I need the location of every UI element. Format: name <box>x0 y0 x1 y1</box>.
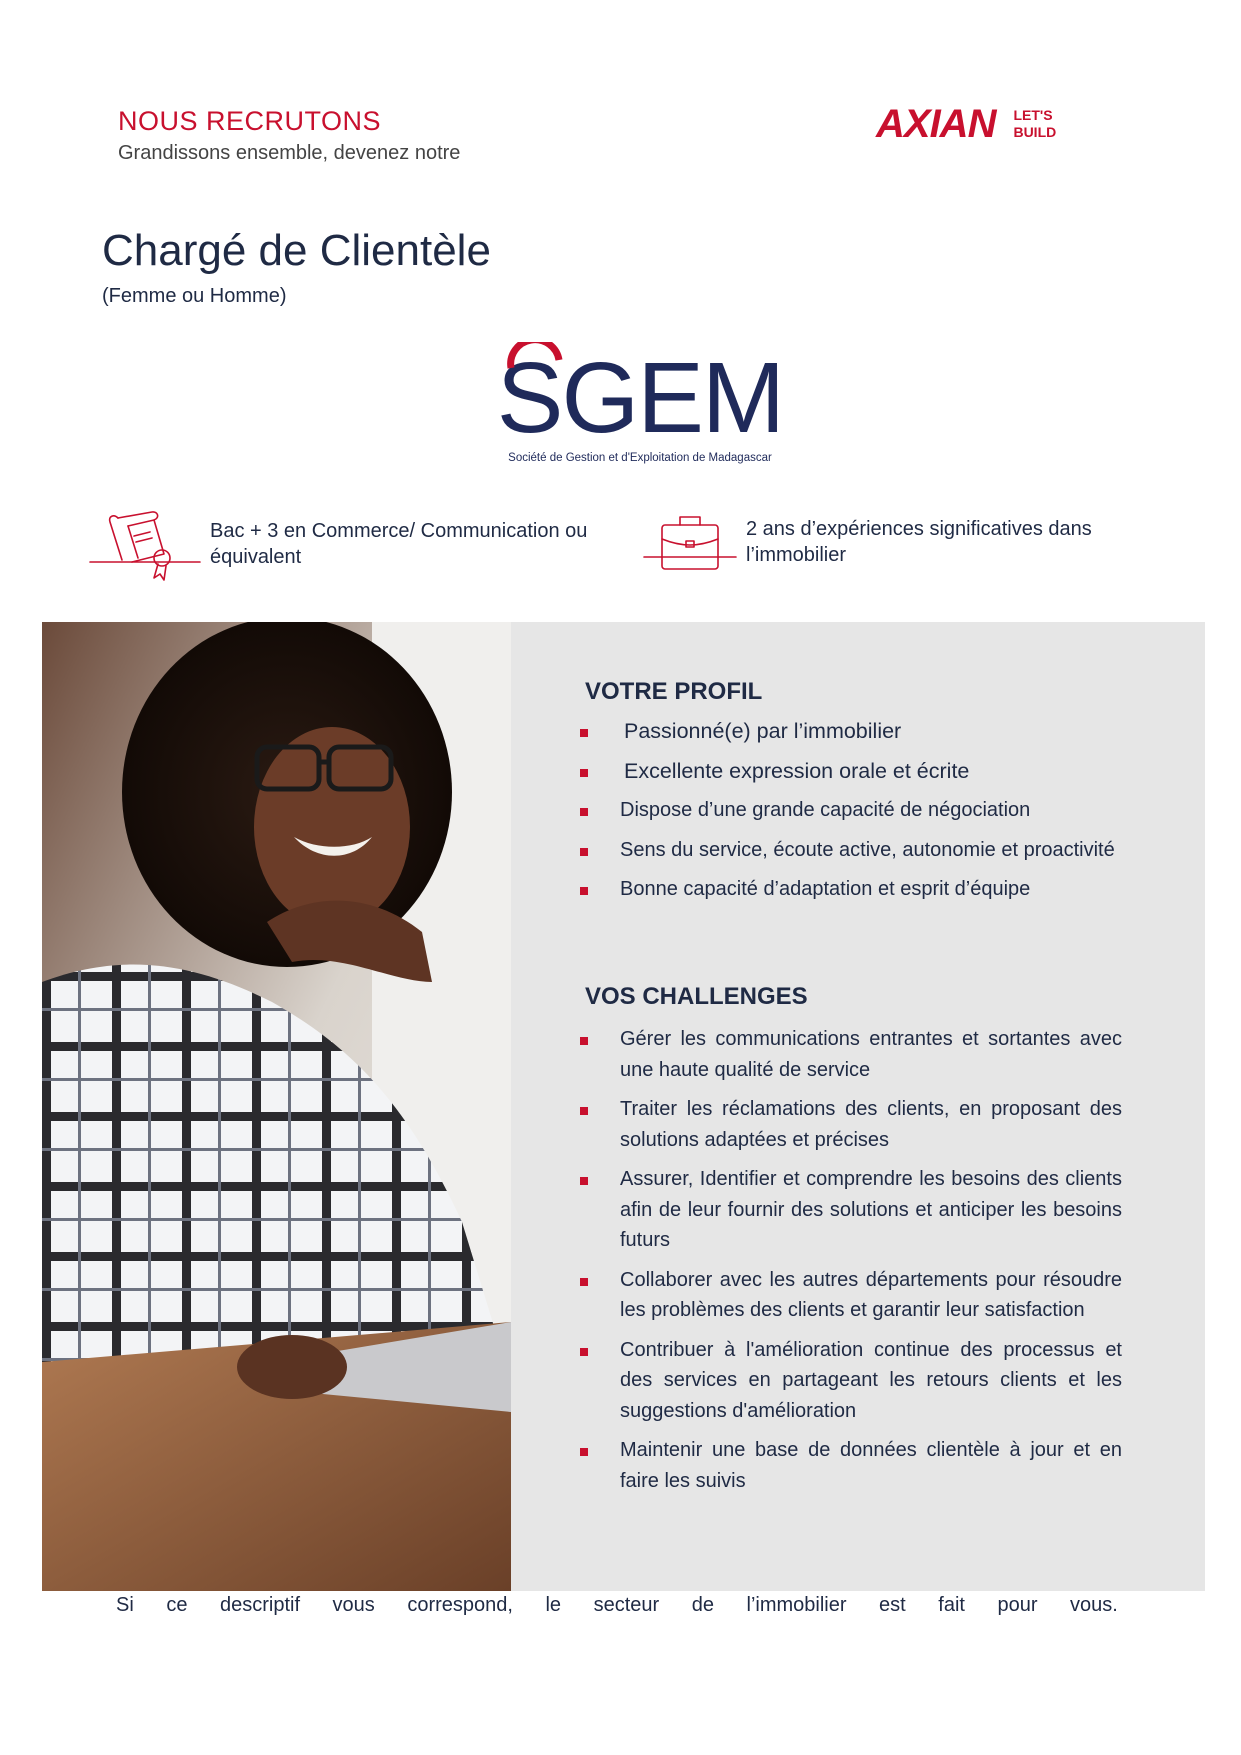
profil-item: Excellente expression orale et écrite <box>580 756 1122 787</box>
closing-word: correspond, <box>407 1594 513 1616</box>
profil-list <box>580 716 1122 914</box>
closing-word: ce <box>166 1594 188 1616</box>
closing-word: secteur <box>593 1594 660 1616</box>
challenge-item: Contribuer à l'amélioration continue des processus et des services en partageant les retours clients et les suggestions d'amélioration <box>580 1335 1122 1427</box>
challenges-list <box>580 1024 1122 1505</box>
closing-word: de <box>691 1594 714 1616</box>
closing-word: le <box>545 1594 562 1616</box>
axian-tagline <box>1013 107 1056 141</box>
closing-word: l’immobilier <box>746 1594 847 1616</box>
job-title: Chargé de Clientèle <box>102 226 491 275</box>
challenge-item: Gérer les communications entrantes et sortantes avec une haute qualité de service <box>580 1024 1122 1085</box>
briefcase-icon <box>642 513 738 575</box>
profil-item: Dispose d’une grande capacité de négociation <box>580 795 1122 826</box>
sgem-logo <box>480 342 800 464</box>
sgem-wordmark: SGEM <box>496 342 784 454</box>
profil-item: Passionné(e) par l’immobilier <box>580 716 1122 747</box>
closing-word: vous. <box>1070 1594 1118 1616</box>
recruit-subheading: Grandissons ensemble, devenez notre <box>118 142 461 164</box>
axian-tagline-line-2: BUILD <box>1013 124 1057 140</box>
diploma-icon <box>88 508 204 584</box>
closing-word: pour <box>997 1594 1038 1616</box>
requirement-experience: 2 ans d’expériences significatives dans l’immobilier <box>746 518 1092 566</box>
challenge-item: Traiter les réclamations des clients, en proposant des solutions adaptées et précises <box>580 1094 1122 1155</box>
challenge-item: Maintenir une base de données clientèle à jour et en faire les suivis <box>580 1435 1122 1496</box>
closing-word: descriptif <box>219 1594 301 1616</box>
closing-word: fait <box>938 1594 965 1616</box>
sgem-full-name: Société de Gestion et d'Exploitation de Madagascar <box>508 452 772 464</box>
axian-tagline-line-1: LET'S <box>1013 107 1053 123</box>
job-gender-note: (Femme ou Homme) <box>102 285 287 307</box>
axian-logo <box>876 104 1056 144</box>
challenges-section-title: VOS CHALLENGES <box>585 983 808 1010</box>
woman-at-laptop-image <box>42 622 511 1591</box>
profil-item: Sens du service, écoute active, autonomie et proactivité <box>580 835 1122 866</box>
closing-sentence <box>116 1594 1118 1617</box>
profil-section-title: VOTRE PROFIL <box>585 678 763 705</box>
closing-word: Si <box>116 1594 134 1616</box>
axian-wordmark: AXIAN <box>876 102 996 146</box>
challenge-item: Assurer, Identifier et comprendre les besoins des clients afin de leur fournir des solutions et anticiper les besoins futurs <box>580 1164 1122 1256</box>
requirement-education: Bac + 3 en Commerce/ Communication ou équivalent <box>210 520 588 568</box>
closing-word: est <box>879 1594 906 1616</box>
profil-item: Bonne capacité d’adaptation et esprit d’équipe <box>580 874 1122 905</box>
challenge-item: Collaborer avec les autres départements pour résoudre les problèmes des clients et garantir leur satisfaction <box>580 1265 1122 1326</box>
sgem-arc-icon <box>505 342 565 372</box>
candidate-photo <box>42 622 511 1591</box>
closing-word: vous <box>332 1594 375 1616</box>
recruit-heading: NOUS RECRUTONS <box>118 106 382 136</box>
